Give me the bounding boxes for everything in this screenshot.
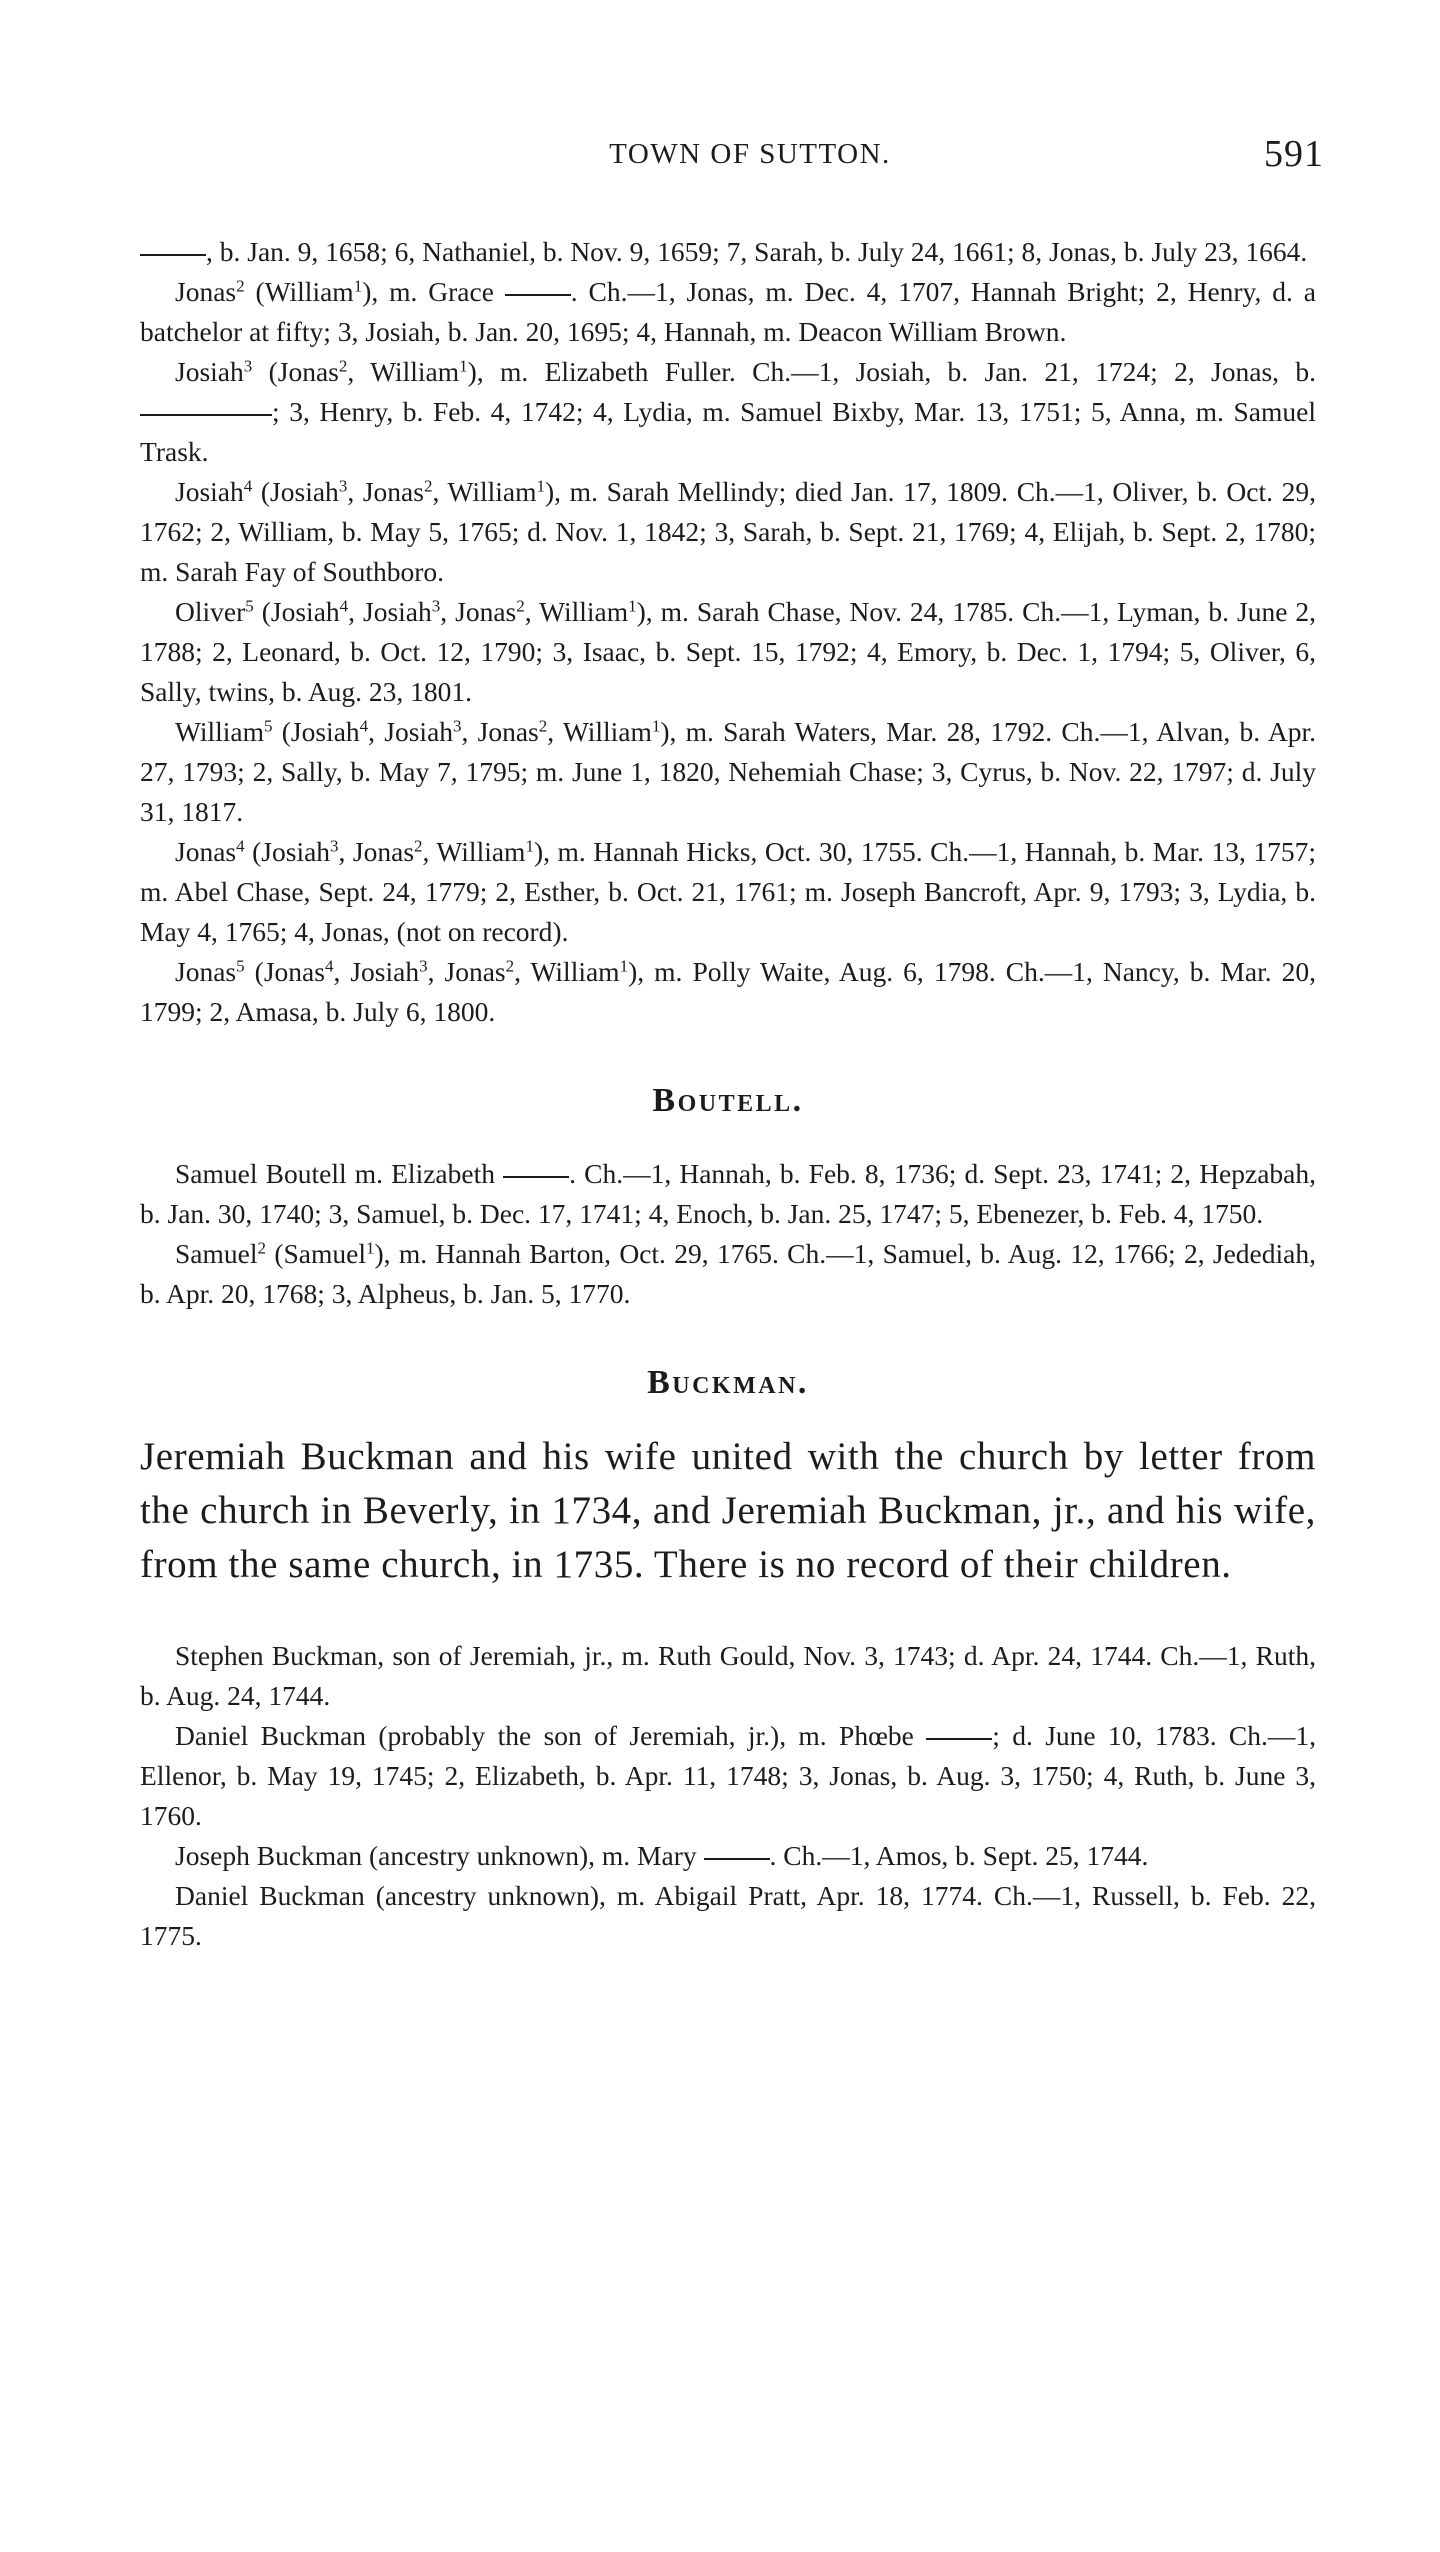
page-number: 591 <box>1264 133 1324 175</box>
entry-paragraph <box>140 472 1316 592</box>
entry-paragraph <box>140 592 1316 712</box>
generation-superscript: 2 <box>538 716 548 736</box>
generation-superscript: 1 <box>353 276 363 296</box>
entry-text: ), m. Elizabeth Fuller. Ch.—1, Josiah, b. Jan. 21, 1724; 2, Jonas, b. <box>467 356 1316 387</box>
entry-text: Josiah <box>175 356 244 387</box>
entry-paragraph <box>140 272 1316 352</box>
generation-superscript: 5 <box>264 716 273 736</box>
blank-dash <box>505 294 571 296</box>
entry-paragraph <box>140 952 1316 1032</box>
entry-paragraph <box>140 1876 1316 1956</box>
entry-text: ), m. Sarah Mellindy; died Jan. 17, 1809. Ch.—1, Oliver, b. Oct. 29, 1762; 2, William, b. May 5, 1765; d. Nov. 1, 1842; 3, Sarah, b. Sept. 21, 1769; 4, Elijah, b. Sept. 2, 1780; m. Sarah Fay of Southboro. <box>140 476 1316 587</box>
entry-text: (William <box>244 276 354 307</box>
entry-text: Samuel Boutell m. Elizabeth <box>175 1158 504 1189</box>
generation-superscript: 1 <box>619 956 629 976</box>
entry-paragraph <box>140 352 1316 472</box>
entry-paragraph <box>140 832 1316 952</box>
entry-paragraph <box>140 712 1316 832</box>
entry-text: , William <box>432 476 537 507</box>
buckman-entries <box>140 1636 1316 1956</box>
generation-superscript: 1 <box>525 836 534 856</box>
generation-superscript: 4 <box>359 716 369 736</box>
entry-text: Josiah <box>175 476 244 507</box>
generation-superscript: 1 <box>628 596 637 616</box>
entry-text: , William <box>347 356 460 387</box>
blank-dash <box>926 1738 992 1740</box>
entry-text: Jonas <box>175 836 237 867</box>
generation-superscript: 1 <box>365 1238 375 1258</box>
entry-paragraph <box>140 1716 1316 1836</box>
entry-text: Joseph Buckman (ancestry unknown), m. Mary <box>175 1840 704 1871</box>
generation-superscript: 1 <box>651 716 661 736</box>
entry-text: William <box>175 716 265 747</box>
entry-paragraph <box>140 1234 1316 1314</box>
entry-text: Stephen Buckman, son of Jeremiah, jr., m. Ruth Gould, Nov. 3, 1743; d. Apr. 24, 1744. Ch.—1, Ruth, b. Aug. 24, 1744. <box>140 1640 1316 1711</box>
entry-text: , William <box>514 956 620 987</box>
entry-text: , b. Jan. 9, 1658; 6, Nathaniel, b. Nov. 9, 1659; 7, Sarah, b. July 24, 1661; 8, Jonas, b. July 23, 1664. <box>206 236 1308 267</box>
entry-text: , Jonas <box>440 596 517 627</box>
entry-text: , William <box>422 836 526 867</box>
entry-text: , William <box>524 596 629 627</box>
entry-paragraph <box>140 1836 1316 1876</box>
entry-paragraph <box>140 1154 1316 1234</box>
entry-text: ), m. Hannah Barton, Oct. 29, 1765. Ch.—1, Samuel, b. Aug. 12, 1766; 2, Jedediah, b. Apr. 20, 1768; 3, Alpheus, b. Jan. 5, 1770. <box>140 1238 1316 1309</box>
running-title: TOWN OF SUTTON. <box>609 138 891 170</box>
entry-text: , Jonas <box>338 836 415 867</box>
section-heading-buckman: Buckman. <box>647 1364 809 1401</box>
entry-text: , Jonas <box>427 956 506 987</box>
entry-text: ; d. June 10, 1783. Ch.—1, Ellenor, b. May 19, 1745; 2, Elizabeth, b. Apr. 11, 1748; 3, Jonas, b. Aug. 3, 1750; 4, Ruth, b. June 3, 1760. <box>140 1720 1317 1831</box>
entry-text: . Ch.—1, Hannah, b. Feb. 8, 1736; d. Sept. 23, 1741; 2, Hepzabah, b. Jan. 30, 1740; 3, Samuel, b. Dec. 17, 1741; 4, Enoch, b. Jan. 25, 1747; 5, Ebenezer, b. Feb. 4, 1750. <box>140 1158 1317 1229</box>
page-body <box>140 232 1316 1956</box>
generation-superscript: 4 <box>236 836 245 856</box>
generation-superscript: 1 <box>536 476 545 496</box>
entry-text: Daniel Buckman (probably the son of Jeremiah, jr.), m. Phœbe <box>175 1720 927 1751</box>
entry-text: Samuel <box>175 1238 258 1269</box>
generation-superscript: 5 <box>236 956 245 976</box>
entry-text: , Jonas <box>461 716 539 747</box>
entry-text: Jonas <box>175 956 237 987</box>
entry-text: , Josiah <box>348 596 432 627</box>
generation-superscript: 3 <box>419 956 428 976</box>
generation-superscript: 3 <box>431 596 441 616</box>
entry-text: . Ch.—1, Jonas, m. Dec. 4, 1707, Hannah Bright; 2, Henry, d. a batchelor at fifty; 3, Josiah, b. Jan. 20, 1695; 4, Hannah, m. Deacon William Brown. <box>140 276 1316 347</box>
entry-text: , William <box>547 716 652 747</box>
entry-text: ; 3, Henry, b. Feb. 4, 1742; 4, Lydia, m. Samuel Bixby, Mar. 13, 1751; 5, Anna, m. Samuel Trask. <box>140 396 1316 467</box>
entry-text: . Ch.—1, Amos, b. Sept. 25, 1744. <box>769 1840 1149 1871</box>
buckman-church-note: Jeremiah Buckman and his wife united with the church by letter from the church in Beverly, in 1734, and Jeremiah Buckman, jr., and his wife, from the same church, in 1735. There is no record of their children. <box>140 1435 1316 1586</box>
generation-superscript: 2 <box>236 276 245 296</box>
entry-text: ), m. Hannah Hicks, Oct. 30, 1755. Ch.—1, Hannah, b. Mar. 13, 1757; m. Abel Chase, Sept. 24, 1779; 2, Esther, b. Oct. 21, 1761; m. Joseph Bancroft, Apr. 9, 1793; 3, Lydia, b. May 4, 1765; 4, Jonas, (not on record). <box>140 836 1316 947</box>
generation-superscript: 4 <box>339 596 349 616</box>
generation-superscript: 2 <box>505 956 515 976</box>
generation-superscript: 4 <box>243 476 253 496</box>
entry-text: , Jonas <box>347 476 424 507</box>
blank-dash <box>704 1858 770 1860</box>
entry-text: Oliver <box>175 596 246 627</box>
entry-paragraph <box>140 232 1316 272</box>
section-heading-boutell: Boutell. <box>652 1082 804 1119</box>
generation-superscript: 2 <box>516 596 525 616</box>
entry-text: (Samuel <box>266 1238 366 1269</box>
generation-superscript: 3 <box>330 836 339 856</box>
generation-superscript: 3 <box>453 716 462 736</box>
blank-dash <box>140 254 206 256</box>
page-header <box>0 133 1440 188</box>
generation-superscript: 4 <box>324 956 334 976</box>
generation-superscript: 5 <box>245 596 254 616</box>
entry-text: , Josiah <box>333 956 420 987</box>
blank-dash <box>503 1176 569 1178</box>
generation-superscript: 3 <box>243 356 253 376</box>
entry-text: (Josiah <box>252 476 339 507</box>
entry-paragraph <box>140 1636 1316 1716</box>
entry-text: (Jonas <box>252 356 339 387</box>
entry-text: ), m. Polly Waite, Aug. 6, 1798. Ch.—1, Nancy, b. Mar. 20, 1799; 2, Amasa, b. July 6, 1800. <box>140 956 1317 1027</box>
generation-superscript: 2 <box>257 1238 266 1258</box>
entry-text: ), m. Sarah Waters, Mar. 28, 1792. Ch.—1, Alvan, b. Apr. 27, 1793; 2, Sally, b. May 7, 1795; m. June 1, 1820, Nehemiah Chase; 3, Cyrus, b. Nov. 22, 1797; d. July 31, 1817. <box>140 716 1316 827</box>
entry-text: ), m. Sarah Chase, Nov. 24, 1785. Ch.—1, Lyman, b. June 2, 1788; 2, Leonard, b. Oct. 12, 1790; 3, Isaac, b. Sept. 15, 1792; 4, Emory, b. Dec. 1, 1794; 5, Oliver, 6, Sally, twins, b. Aug. 23, 1801. <box>140 596 1317 707</box>
entry-text: , Josiah <box>368 716 454 747</box>
entry-text: Daniel Buckman (ancestry unknown), m. Abigail Pratt, Apr. 18, 1774. Ch.—1, Russell, b. Feb. 22, 1775. <box>140 1880 1316 1951</box>
boutell-entries <box>140 1154 1316 1314</box>
generation-superscript: 2 <box>338 356 348 376</box>
entry-text: (Josiah <box>244 836 331 867</box>
entry-text: (Josiah <box>253 596 340 627</box>
entry-text: Jonas <box>175 276 237 307</box>
generation-superscript: 2 <box>423 476 433 496</box>
genealogy-entries <box>140 232 1316 1032</box>
blank-dash <box>140 414 272 416</box>
entry-text: (Jonas <box>244 956 325 987</box>
generation-superscript: 3 <box>338 476 348 496</box>
generation-superscript: 1 <box>459 356 468 376</box>
entry-text: ), m. Grace <box>362 276 505 307</box>
generation-superscript: 2 <box>414 836 423 856</box>
entry-text: (Josiah <box>272 716 360 747</box>
